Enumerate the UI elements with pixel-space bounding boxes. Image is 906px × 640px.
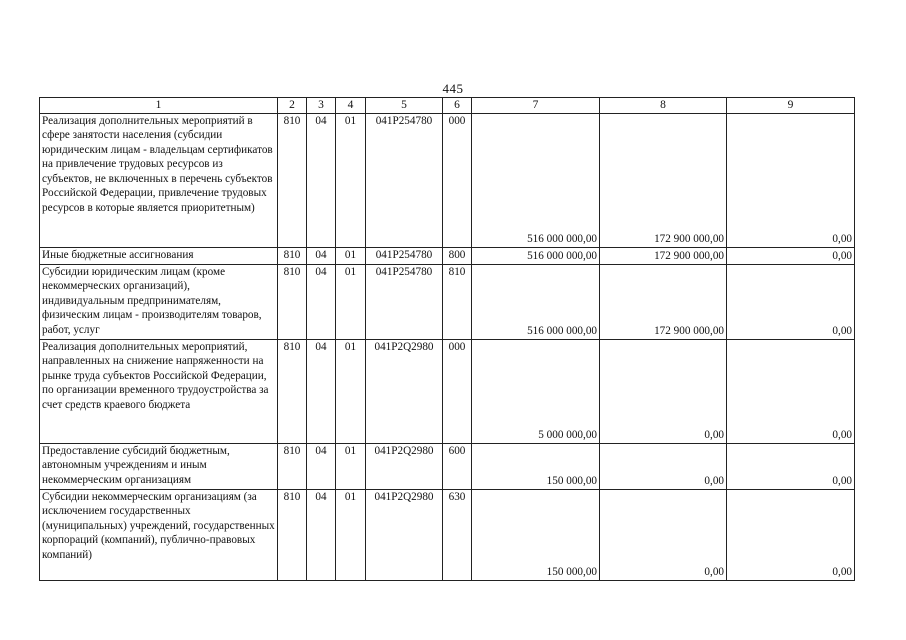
amount-cell: 0,00 [727,264,855,339]
page-number: 445 [442,81,464,96]
column-header: 6 [443,98,472,114]
code-cell: 600 [443,443,472,489]
code-cell: 04 [307,339,336,443]
amount-cell: 172 900 000,00 [600,264,727,339]
code-cell: 041P2Q2980 [366,443,443,489]
table-row [40,443,855,489]
amount-cell: 516 000 000,00 [472,264,600,339]
amount-cell: 0,00 [600,443,727,489]
amount-cell: 0,00 [727,443,855,489]
column-header: 9 [727,98,855,114]
code-cell: 04 [307,247,336,264]
column-header: 3 [307,98,336,114]
budget-table [39,97,855,581]
amount-cell: 0,00 [727,247,855,264]
code-cell: 041P254780 [366,264,443,339]
amount-cell: 172 900 000,00 [600,113,727,247]
code-cell: 041P2Q2980 [366,489,443,580]
amount-cell: 0,00 [600,339,727,443]
code-cell: 810 [278,264,307,339]
code-cell: 01 [336,113,366,247]
code-cell: 000 [443,339,472,443]
amount-cell: 150 000,00 [472,443,600,489]
code-cell: 04 [307,489,336,580]
code-cell: 810 [278,489,307,580]
code-cell: 04 [307,443,336,489]
column-header: 2 [278,98,307,114]
amount-cell: 172 900 000,00 [600,247,727,264]
code-cell: 01 [336,247,366,264]
column-header: 1 [40,98,278,114]
row-name: Реализация дополнительных мероприятий, направленных на снижение напряженности на рынке труда субъектов Российской Федерации, по организации временного трудоустройства за счет средств краевого бюджета [40,339,278,443]
code-cell: 810 [278,247,307,264]
row-name: Иные бюджетные ассигнования [40,247,278,264]
code-cell: 04 [307,264,336,339]
column-header: 7 [472,98,600,114]
amount-cell: 0,00 [727,339,855,443]
code-cell: 01 [336,443,366,489]
code-cell: 630 [443,489,472,580]
table-row [40,489,855,580]
table-row [40,247,855,264]
code-cell: 000 [443,113,472,247]
code-cell: 810 [278,113,307,247]
code-cell: 04 [307,113,336,247]
row-name: Субсидии юридическим лицам (кроме некоммерческих организаций), индивидуальным предпринимателям, физическим лицам - производителям товаров, работ, услуг [40,264,278,339]
table-row [40,113,855,247]
amount-cell: 150 000,00 [472,489,600,580]
amount-cell: 0,00 [600,489,727,580]
column-header: 4 [336,98,366,114]
code-cell: 810 [443,264,472,339]
column-header: 8 [600,98,727,114]
column-header: 5 [366,98,443,114]
row-name: Субсидии некоммерческим организациям (за исключением государственных (муниципальных) учреждений, государственных корпораций (компаний), публично-правовых компаний) [40,489,278,580]
code-cell: 800 [443,247,472,264]
table-row [40,339,855,443]
code-cell: 041P254780 [366,247,443,264]
code-cell: 041P254780 [366,113,443,247]
amount-cell: 0,00 [727,113,855,247]
code-cell: 041P2Q2980 [366,339,443,443]
header-row [40,98,855,114]
code-cell: 810 [278,339,307,443]
amount-cell: 516 000 000,00 [472,247,600,264]
code-cell: 01 [336,489,366,580]
code-cell: 01 [336,264,366,339]
code-cell: 01 [336,339,366,443]
amount-cell: 516 000 000,00 [472,113,600,247]
table-row [40,264,855,339]
amount-cell: 0,00 [727,489,855,580]
code-cell: 810 [278,443,307,489]
amount-cell: 5 000 000,00 [472,339,600,443]
row-name: Предоставление субсидий бюджетным, автономным учреждениям и иным некоммерческим организациям [40,443,278,489]
row-name: Реализация дополнительных мероприятий в сфере занятости населения (субсидии юридическим лицам - владельцам сертификатов на привлечение трудовых ресурсов из субъектов, не включенных в перечень субъектов Российской Федерации, привлечение трудовых ресурсов в которые является приоритетным) [40,113,278,247]
